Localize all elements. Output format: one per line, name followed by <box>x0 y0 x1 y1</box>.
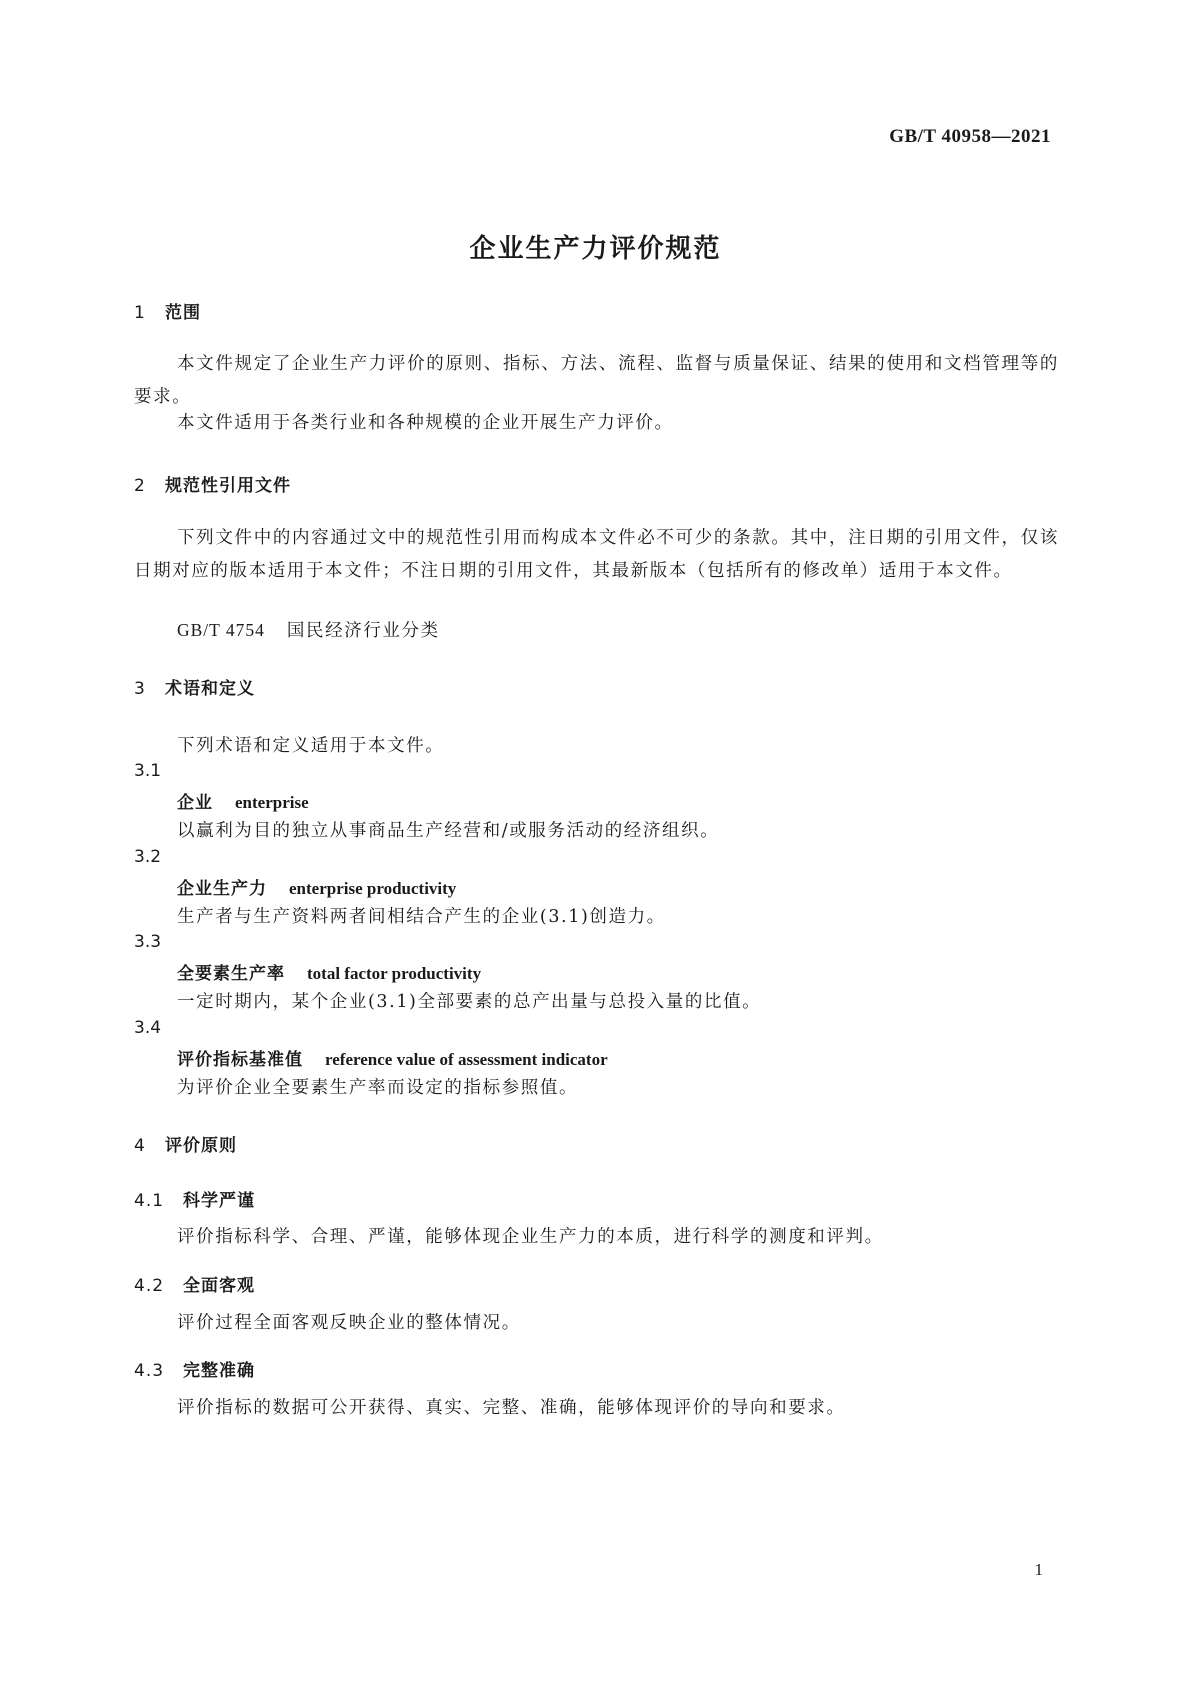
term-en: total factor productivity <box>307 964 482 983</box>
document-title: 企业生产力评价规范 <box>469 234 722 264</box>
subsection-number: 4.2 <box>134 1276 165 1296</box>
section-title: 范围 <box>165 303 201 323</box>
standard-code: GB/T 40958—2021 <box>889 126 1051 147</box>
term-title <box>177 1045 608 1070</box>
subsection-number: 4.3 <box>134 1361 165 1381</box>
subsection-4-1-text: 评价指标科学、合理、严谨，能够体现企业生产力的本质，进行科学的测度和评判。 <box>177 1227 884 1247</box>
section-2-heading <box>134 471 291 496</box>
subsection-title: 科学严谨 <box>183 1191 255 1211</box>
term-number: 3.4 <box>134 1018 162 1038</box>
term-number: 3.3 <box>134 932 162 952</box>
section-number: 4 <box>134 1136 146 1156</box>
term-definition: 生产者与生产资料两者间相结合产生的企业(3.1)创造力。 <box>177 907 666 927</box>
section-1-paragraph-2: 本文件适用于各类行业和各种规模的企业开展生产力评价。 <box>177 413 674 433</box>
subsection-4-3-text: 评价指标的数据可公开获得、真实、完整、准确，能够体现评价的导向和要求。 <box>177 1398 846 1418</box>
term-title <box>177 959 481 984</box>
term-number: 3.2 <box>134 847 162 867</box>
term-title <box>177 874 456 899</box>
subsection-4-1-heading <box>134 1186 255 1211</box>
section-title: 评价原则 <box>165 1136 237 1156</box>
term-zh: 评价指标基准值 <box>177 1050 303 1070</box>
section-title: 术语和定义 <box>165 679 255 699</box>
section-title: 规范性引用文件 <box>165 476 291 496</box>
term-definition: 为评价企业全要素生产率而设定的指标参照值。 <box>177 1078 579 1098</box>
subsection-title: 全面客观 <box>183 1276 255 1296</box>
section-2-paragraph-1: 下列文件中的内容通过文中的规范性引用而构成本文件必不可少的条款。其中，注日期的引用文件，仅该日期对应的版本适用于本文件；不注日期的引用文件，其最新版本（包括所有的修改单）适用于本文件。 <box>134 528 1059 581</box>
section-3-intro: 下列术语和定义适用于本文件。 <box>177 736 445 756</box>
section-1-paragraph-1: 本文件规定了企业生产力评价的原则、指标、方法、流程、监督与质量保证、结果的使用和文档管理等的要求。 <box>134 354 1059 407</box>
term-en: enterprise productivity <box>289 879 457 898</box>
subsection-4-2-text: 评价过程全面客观反映企业的整体情况。 <box>177 1313 521 1333</box>
section-1-heading <box>134 298 201 323</box>
term-zh: 企业生产力 <box>177 879 267 899</box>
term-en: enterprise <box>235 793 309 812</box>
term-zh: 企业 <box>177 793 213 813</box>
section-4-heading <box>134 1131 237 1156</box>
section-3-heading <box>134 674 255 699</box>
term-definition: 一定时期内，某个企业(3.1)全部要素的总产出量与总投入量的比值。 <box>177 992 762 1012</box>
section-number: 3 <box>134 679 146 699</box>
term-zh: 全要素生产率 <box>177 964 285 984</box>
term-number: 3.1 <box>134 761 162 781</box>
term-en: reference value of assessment indicator <box>325 1050 608 1069</box>
subsection-4-3-heading <box>134 1356 255 1381</box>
page-number: 1 <box>1034 1560 1043 1579</box>
normative-reference <box>177 617 440 642</box>
subsection-title: 完整准确 <box>183 1361 255 1381</box>
section-number: 2 <box>134 476 146 496</box>
reference-code: GB/T 4754 <box>177 620 265 640</box>
subsection-4-2-heading <box>134 1271 255 1296</box>
section-number: 1 <box>134 303 146 323</box>
reference-name: 国民经济行业分类 <box>286 621 440 641</box>
term-title <box>177 788 309 813</box>
subsection-number: 4.1 <box>134 1191 165 1211</box>
term-definition: 以赢利为目的独立从事商品生产经营和/或服务活动的经济组织。 <box>177 821 720 841</box>
